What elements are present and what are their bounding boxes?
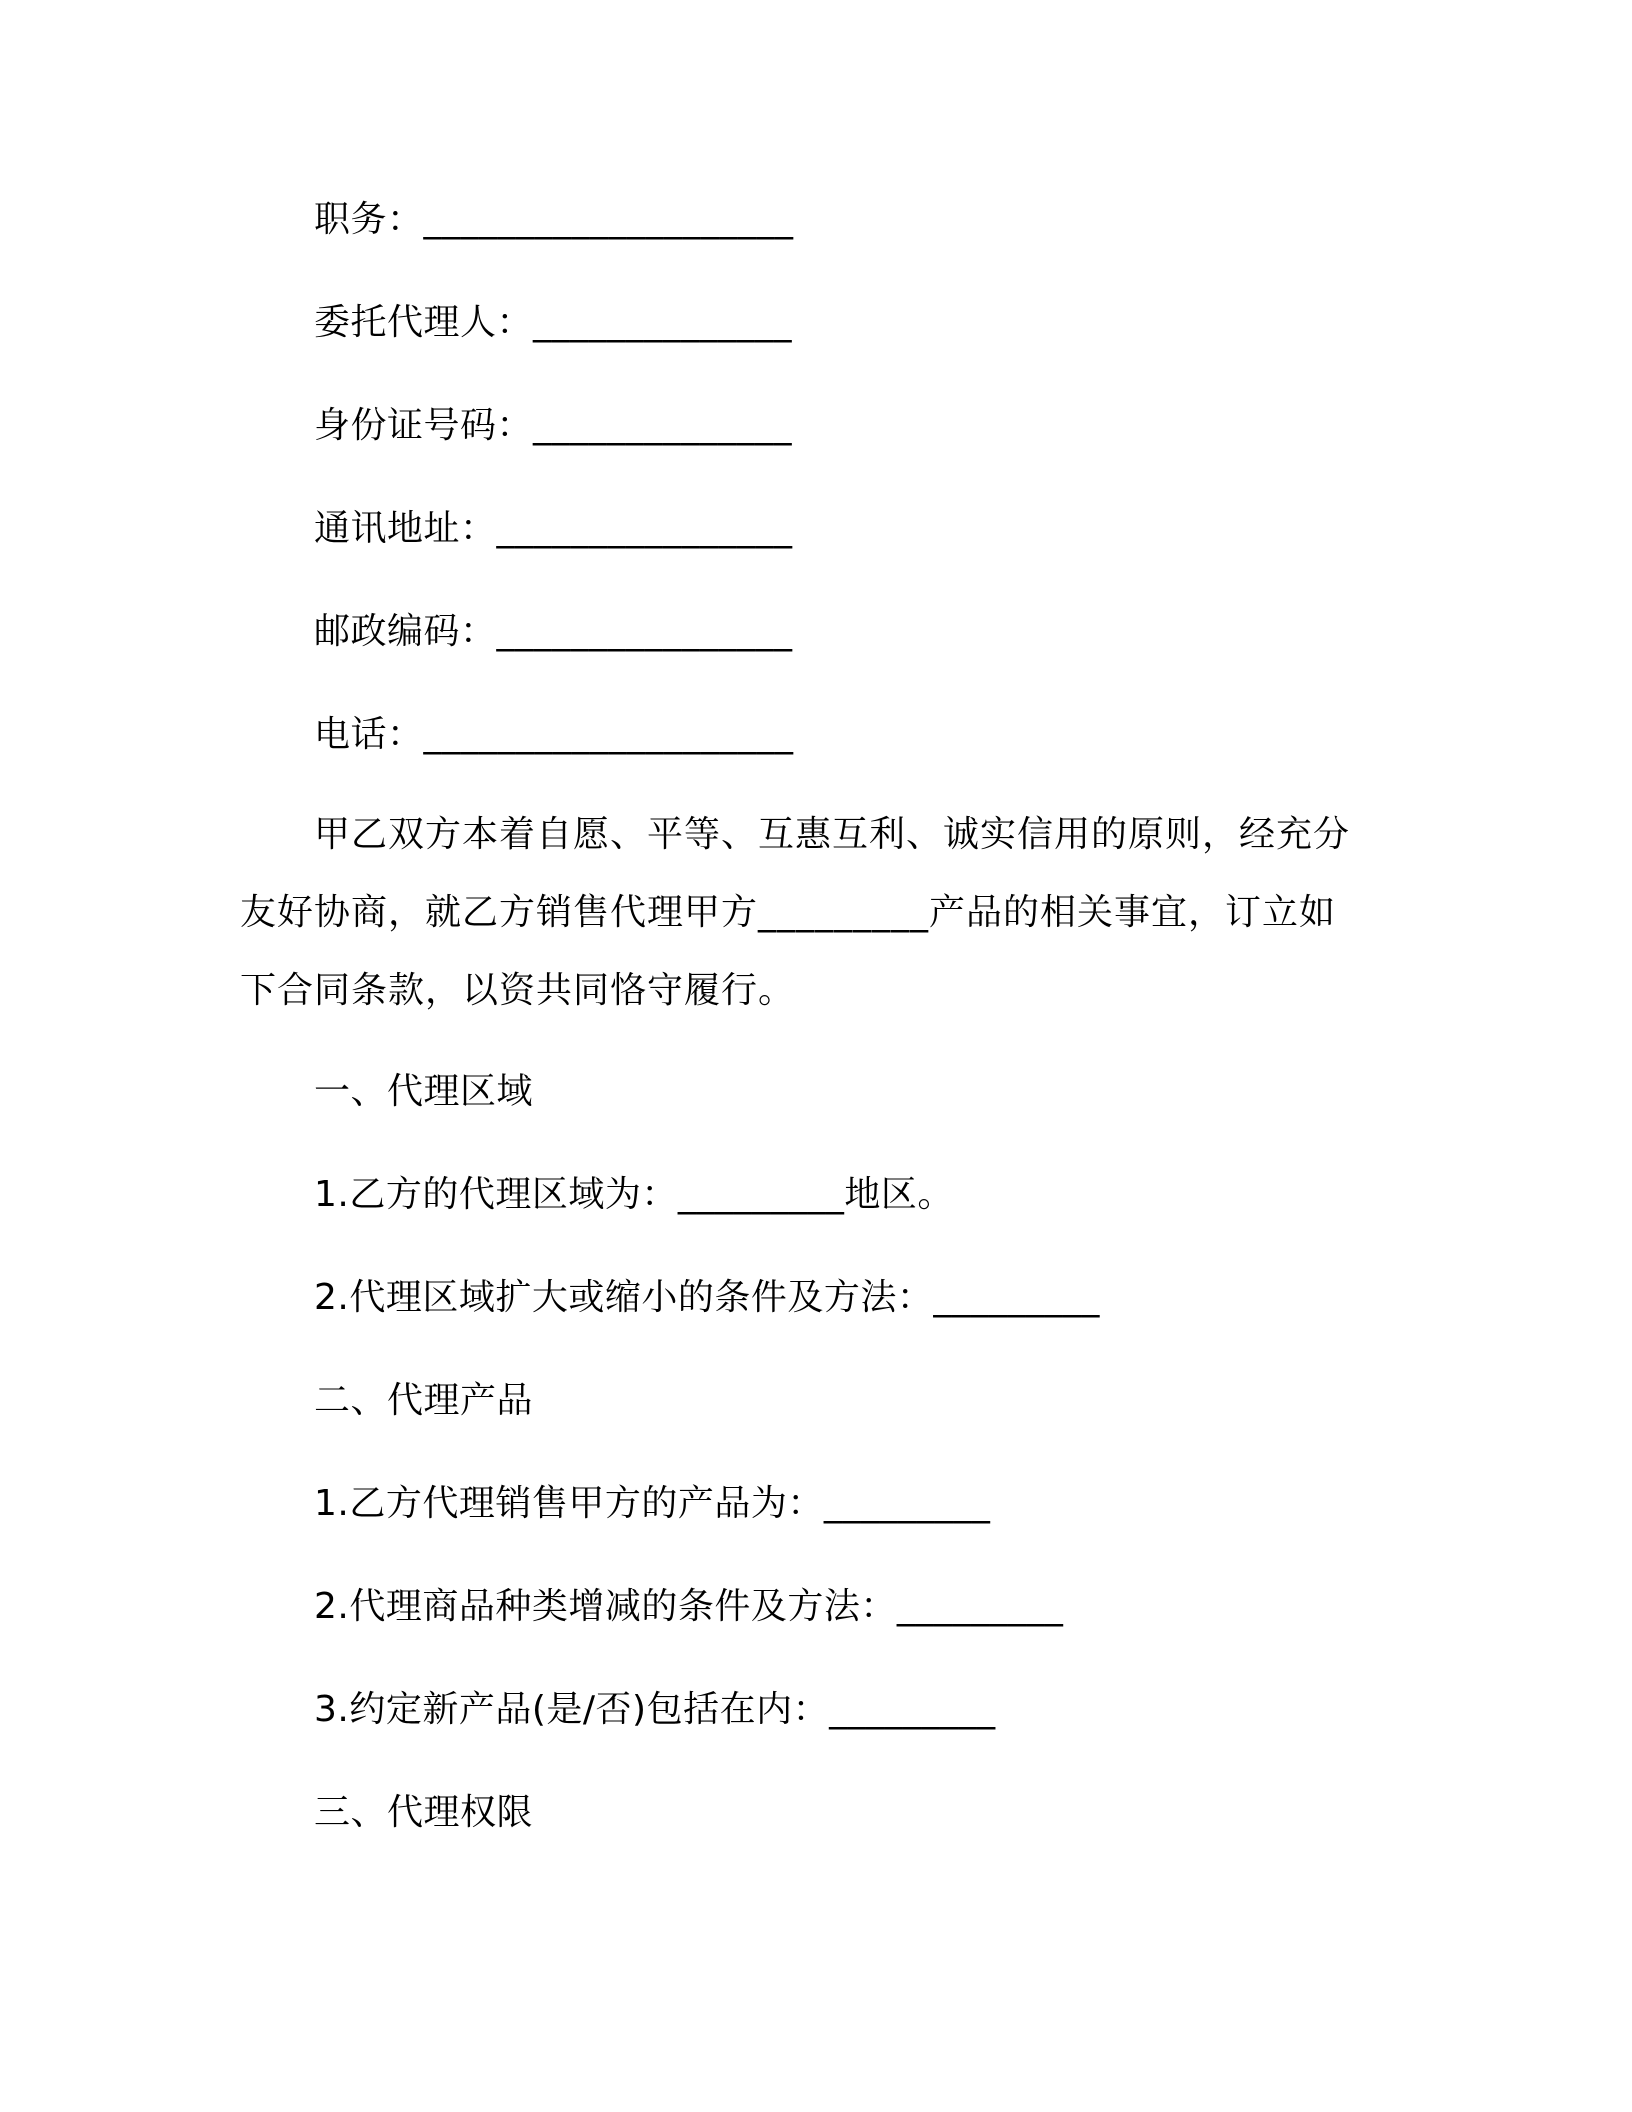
section-item: 2.代理区域扩大或缩小的条件及方法：_________ bbox=[314, 1277, 1100, 1318]
section-item: 1.乙方代理销售甲方的产品为：_________ bbox=[314, 1483, 991, 1524]
section-item: 2.代理商品种类增减的条件及方法：_________ bbox=[314, 1586, 1064, 1627]
field-id-number: 身份证号码：______________ bbox=[314, 405, 793, 446]
field-address: 通讯地址：________________ bbox=[314, 508, 793, 549]
field-postcode: 邮政编码：________________ bbox=[314, 611, 793, 652]
section-item: 1.乙方的代理区域为：_________地区。 bbox=[314, 1174, 954, 1215]
section-heading-authority: 三、代理权限 bbox=[314, 1792, 534, 1833]
field-phone: 电话：____________________ bbox=[314, 714, 794, 755]
field-position: 职务：____________________ bbox=[314, 199, 794, 240]
intro-paragraph: 甲乙双方本着自愿、平等、互惠互利、诚实信用的原则，经充分友好协商，就乙方销售代理甲方_________产品的相关事宜，订立如下合同条款，以资共同恪守履行。 bbox=[240, 814, 1351, 1011]
section-item: 3.约定新产品(是/否)包括在内：_________ bbox=[314, 1689, 996, 1730]
section-heading-products: 二、代理产品 bbox=[314, 1380, 534, 1421]
field-agent: 委托代理人：______________ bbox=[314, 302, 793, 343]
section-heading-area: 一、代理区域 bbox=[314, 1071, 534, 1112]
